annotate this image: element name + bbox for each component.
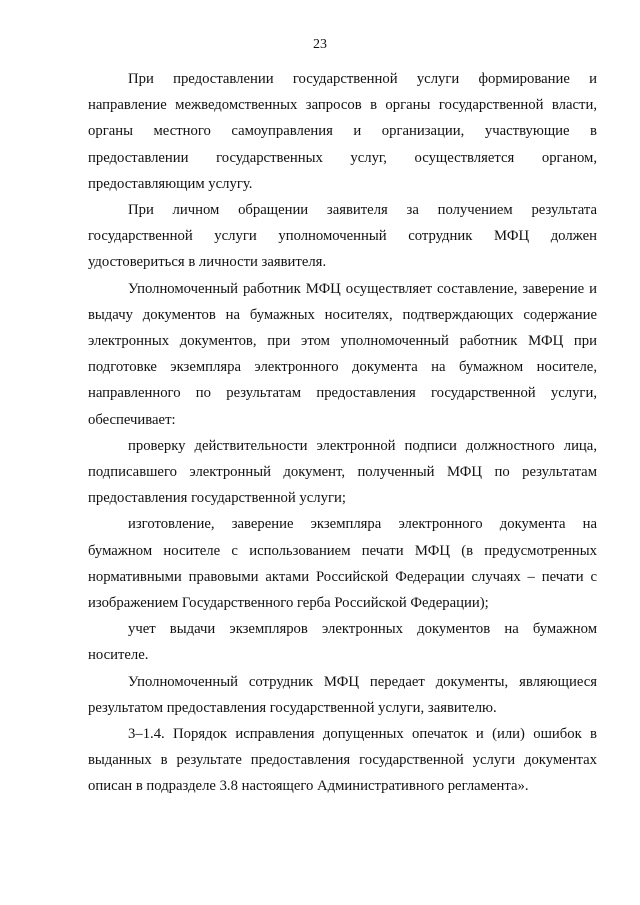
paragraph-uchet-vydachi: учет выдачи экземпляров электронных документов на бумажном носителе. — [88, 621, 597, 664]
document-body — [88, 66, 597, 800]
paragraph-proverka-podpisi: проверку действительности электронной подписи должностного лица, подписавшего электронный документ, полученный МФЦ по результатам предоставления государственной услуги; — [88, 437, 597, 507]
page-number: 23 — [313, 37, 327, 52]
paragraph-sostavlenie-dokumentov: Уполномоченный работник МФЦ осуществляет составление, заверение и выдачу документов на бумажных носителях, подтверждающих содержание электронных документов, при этом уполномоченный работник МФЦ при подготовке экземпляра электронного документа на бумажном носителе, направленного по результатам предоставления государственной услуги, обеспечивает: — [88, 280, 597, 428]
paragraph-ispravlenie-opechatok: 3–1.4. Порядок исправления допущенных опечаток и (или) ошибок в выданных в результате предоставления государственной услуги документах описан в подразделе 3.8 настоящего Административного регламента». — [88, 726, 597, 795]
paragraph-peredacha-dokumentov: Уполномоченный сотрудник МФЦ передает документы, являющиеся результатом предоставления государственной услуги, заявителю. — [88, 673, 597, 716]
paragraph-mezhvedomstvennye-zaprosy: При предоставлении государственной услуги формирование и направление межведомственных запросов в органы государственной власти, органы местного самоуправления и организации, участвующие в предоставлении государственных услуг, осуществляется органом, предоставляющим услугу. — [88, 71, 597, 192]
paragraph-izgotovlenie-zaverenie: изготовление, заверение экземпляра электронного документа на бумажном носителе с использованием печати МФЦ (в предусмотренных нормативными правовыми актами Российской Федерации случаях – печати с изображением Государственного герба Российской Федерации); — [88, 516, 597, 612]
paragraph-lichnoe-obrashchenie: При личном обращении заявителя за получением результата государственной услуги уполномоченный сотрудник МФЦ должен удостовериться в личности заявителя. — [88, 202, 597, 271]
